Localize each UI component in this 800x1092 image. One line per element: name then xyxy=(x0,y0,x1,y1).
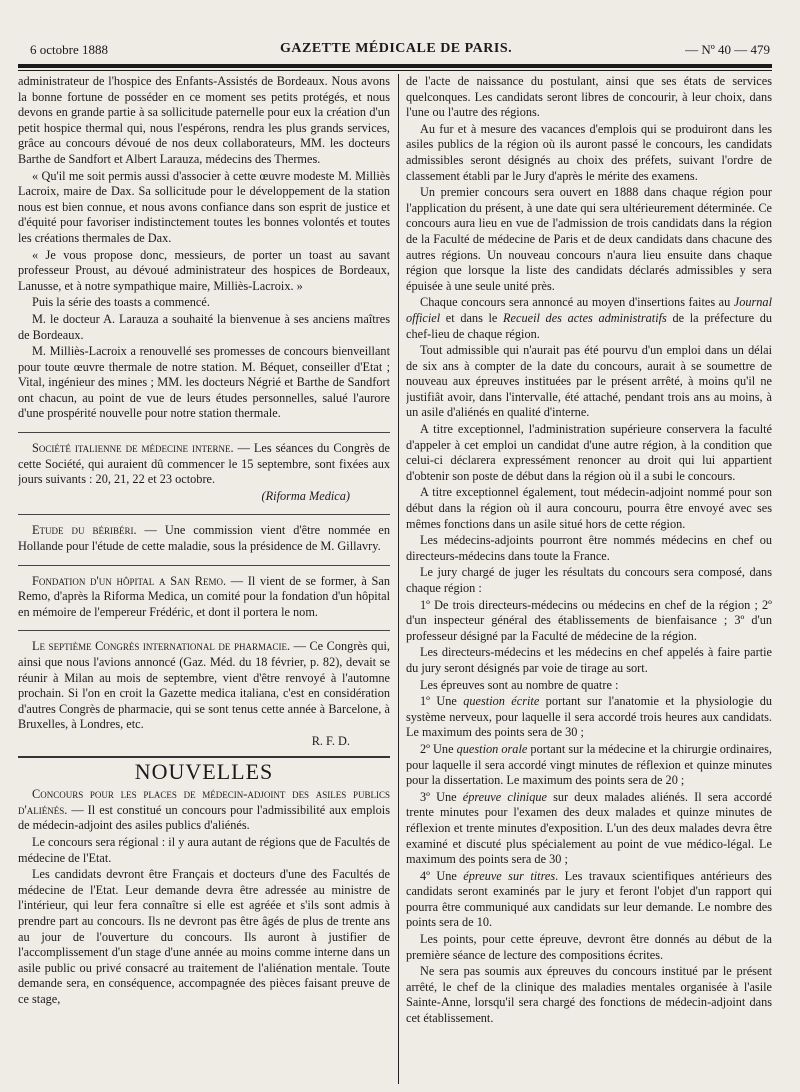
news-source: (Riforma Medica) xyxy=(261,488,350,503)
paragraph: Ne sera pas soumis aux épreuves du concours institué par le présent arrêté, le chef de la clinique des maladies mentales organisée à l'asile Sainte-Anne, lorsqu'il sera chargé des fonctions de médecin-adjoint dans cet établissement. xyxy=(406,964,772,1026)
paragraph: Puis la série des toasts a commencé. xyxy=(32,295,210,310)
header-rule-thin xyxy=(18,70,772,71)
news-item: Concours pour les places de médecin-adjoint des asiles publics d'aliénés. — Il est constitué un concours pour l'admissibilité aux emplois de médecin-adjoint des asiles publics d'aliénés. xyxy=(18,787,390,833)
signature: R. F. D. xyxy=(311,733,350,748)
news-item: Le septième Congrès international de pharmacie. — Ce Congrès qui, ainsi que nous l'avions annoncé (Gaz. Méd. du 18 février, p. 82), devait se réunir à Milan au mois de septembre, vient d'être renvoyé à l'automne prochain. Si l'on en croit la Gazette medica italiana, c'est en considération d'autres Congrès de pharmacie, qui se sont tenus cette année à Barcelone, à Bruxelles, à Londres, etc. xyxy=(18,639,390,732)
paragraph: « Qu'il me soit permis aussi d'associer à cette œuvre modeste M. Milliès Lacroix, maire de Dax. Sa sollicitude pour le développement de la station nous est bien connue, et nous avons confiance dans son esprit de justice et d'équité pour favoriser indistinctement toutes les bonnes volontés et toutes les créations thermales de Dax. xyxy=(18,168,390,245)
paragraph: Au fur et à mesure des vacances d'emplois qui se produiront dans les asiles publics de la région où ils auront passé le concours, les candidats admissibles seront désignés au choix des préfets, suivant l'ordre de classement établi par le Jury d'après le mérite des examens. xyxy=(406,121,772,183)
paragraph: de l'acte de naissance du postulant, ainsi que ses états de services quelconques. Les candidats seront libres de concourir, à leur choix, dans l'une ou l'autre des régions. xyxy=(406,74,772,120)
paragraph: administrateur de l'hospice des Enfants-Assistés de Bordeaux. Nous avons la bonne fortune de posséder en ce moment ses petits protégés, et nous devons en grande partie à sa sollicitude paternelle pour eux la création d'un petit hospice thermal qui, nous l'espérons, rendra les plus grands services, grâce au concours dévoué de nos deux collaborateurs, MM. les docteurs Barthe de Sandfort et Albert Larauza, médecins des Thermes. xyxy=(18,74,390,166)
right-column xyxy=(406,74,772,1084)
paragraph: 1º De trois directeurs-médecins ou médecins en chef de la région ; 2º d'un inspecteur général des établissements de bienfaisance ; 3º d'un professeur désigné par la Faculté de médecine de la région. xyxy=(406,597,772,643)
paragraph: Le concours sera régional : il y aura autant de régions que de Facultés de médecine de l'Etat. xyxy=(18,834,390,865)
paragraph: « Je vous propose donc, messieurs, de porter un toast au savant professeur Proust, au dévoué administrateur des hospices de Bordeaux, Lanusse, et à notre sympathique maire, Milliès-Lacroix. » xyxy=(18,247,390,293)
news-heading: Concours pour les places de médecin-adjoint des asiles publics d'aliénés. xyxy=(18,787,390,817)
paragraph: Les points, pour cette épreuve, devront être donnés au début de la première séance de lecture des compositions écrites. xyxy=(406,932,772,962)
paragraph: M. le docteur A. Larauza a souhaité la bienvenue à ses anciens maîtres de Bordeaux. xyxy=(18,311,390,342)
header-date: 6 octobre 1888 xyxy=(30,42,108,57)
news-heading: Société italienne de médecine interne. xyxy=(32,441,234,456)
paragraph: Les directeurs-médecins et les médecins en chef appelés à faire partie du jury seront désignés par voie de tirage au sort. xyxy=(406,645,772,675)
divider xyxy=(18,565,390,566)
paragraph: 4º Une épreuve sur titres. Les travaux scientifiques antérieurs des candidats seront examinés par le jury et feront l'objet d'un rapport qui pourra être communiqué aux candidats sur leur demande. Le nombre des points sera de 10. xyxy=(406,868,772,930)
paragraph: A titre exceptionnel, l'administration supérieure conservera la faculté d'appeler à cet emploi un candidat d'une autre région, à la condition que celui-ci déclarera expressément renoncer au droit qui lui appartient d'obtenir son poste de début dans la région où il a subi le concours. xyxy=(406,422,772,483)
paragraph: Le jury chargé de juger les résultats du concours sera composé, dans chaque région : xyxy=(406,565,772,595)
paragraph: A titre exceptionnel également, tout médecin-adjoint nommé pour son début dans la région où il aura concouru, pourra être envoyé avec ses mêmes fonctions dans un asile situé hors de cette région. xyxy=(406,485,772,531)
paragraph: Les épreuves sont au nombre de quatre : xyxy=(420,677,619,692)
paragraph: 2º Une question orale portant sur la médecine et la chirurgie ordinaires, pour laquelle il sera accordé vingt minutes de réflexion et quinze minutes pour la dissertation. Le maximum des points sera de 20 ; xyxy=(406,741,772,788)
page-header xyxy=(30,36,770,64)
news-heading: Le septième Congrès international de pharmacie. xyxy=(32,639,291,654)
header-page-number: 479 xyxy=(750,42,770,57)
paragraph: M. Milliès-Lacroix a renouvellé ses promesses de concours bienveillant pour toute œuvre thermale de notre station. M. Béquet, conseiller d'Etat ; Vital, ingénieur des mines ; MM. les docteurs Négrié et Barthe de Sandfort ont chacun, au point de vue de leurs études personnelles, salué l'aurore d'une prospérité nouvelle pour notre station thermale. xyxy=(18,344,390,421)
paragraph: Les médecins-adjoints pourront être nommés médecins en chef ou directeurs-médecins dans toute la France. xyxy=(406,533,772,563)
news-item: Etude du béribéri. — Une commission vient d'être nommée en Hollande pour l'étude de cette maladie, sous la présidence de M. Gillavry. xyxy=(18,523,390,554)
header-title: GAZETTE MÉDICALE DE PARIS. xyxy=(280,41,513,56)
header-issue: — Nº 40 — xyxy=(685,42,748,57)
divider xyxy=(18,630,390,631)
header-rule-thick xyxy=(18,64,772,68)
divider xyxy=(18,514,390,515)
paragraph: 3º Une épreuve clinique sur deux malades aliénés. Il sera accordé trente minutes pour l'examen des deux malades et quinze minutes de réflexion et trente minutes d'exposition. L'un des deux malades devra être examiné et discuté plus spécialement au point de vue médico-légal. Le maximum des points sera de 30 ; xyxy=(406,789,772,867)
left-column xyxy=(18,74,390,1084)
section-title-nouvelles: NOUVELLES xyxy=(134,758,274,784)
news-item: Fondation d'un hôpital a San Remo. — Il vient de se former, à San Remo, d'après la Riforma Medica, un comité pour la fondation d'un hôpital en mémoire de l'empereur Frédéric, et dont il portera le nom. xyxy=(18,573,390,619)
paragraph: Tout admissible qui n'aurait pas été pourvu d'un emploi dans un délai de six ans à compter de la date du concours, aurait à se soumettre de nouveau aux épreuves instituées par le présent arrêté, à moins qu'il ne justifiât avoir, dans l'intervalle, été attaché, pendant trois ans au moins, à un asile d'aliénés en qualité d'interne. xyxy=(406,343,772,420)
news-item: Société italienne de médecine interne. — Les séances du Congrès de cette Société, qui auraient dû commencer le 15 septembre, sont fixées aux jours suivants : 20, 21, 22 et 23 octobre. xyxy=(18,441,390,487)
paragraph: Les candidats devront être Français et docteurs d'une des Facultés de médecine de l'Etat. Leur demande devra être adressée au ministre de l'intérieur, qui leur fera connaître si elle est agréée et s'ils sont admis à prendre part au concours. Ils ne devront pas être âgés de plus de trente ans au jour de l'ouverture du concours. Ils auront à justifier de l'accomplissement d'un stage d'une année au moins comme interne dans un asile public ou privé consacré au traitement de l'aliénation mentale. Toute demande sera, en conséquence, accompagnée des pièces faisant preuve de ce stage, xyxy=(18,867,390,1006)
divider xyxy=(18,432,390,433)
paragraph: Un premier concours sera ouvert en 1888 dans chaque région pour l'application du présent, à une date qui sera ultérieurement déterminée. Ce concours aura lieu en vue de l'admission de trois candidats dans la région de la Faculté de médecine de Paris et de deux candidats dans chacune des autres régions. Un nouveau concours n'aura lieu ensuite dans chaque région que lorsque la liste des candidats déclarés admissibles y sera épuisée à une seule unité près. xyxy=(406,185,772,293)
paragraph: Chaque concours sera annoncé au moyen d'insertions faites au Journal officiel et dans le Recueil des actes administratifs de la préfecture du chef-lieu de chaque région. xyxy=(406,295,772,341)
header-issue-page xyxy=(685,42,770,58)
news-heading: Etude du béribéri. xyxy=(32,523,137,538)
paragraph: 1º Une question écrite portant sur l'anatomie et la physiologie du système nerveux, pour laquelle il sera accordé trois heures aux candidats. Le maximum des points sera de 30 ; xyxy=(406,694,772,740)
column-divider xyxy=(398,74,399,1084)
section-rule xyxy=(18,756,390,758)
news-heading: Fondation d'un hôpital a San Remo. xyxy=(32,573,227,588)
